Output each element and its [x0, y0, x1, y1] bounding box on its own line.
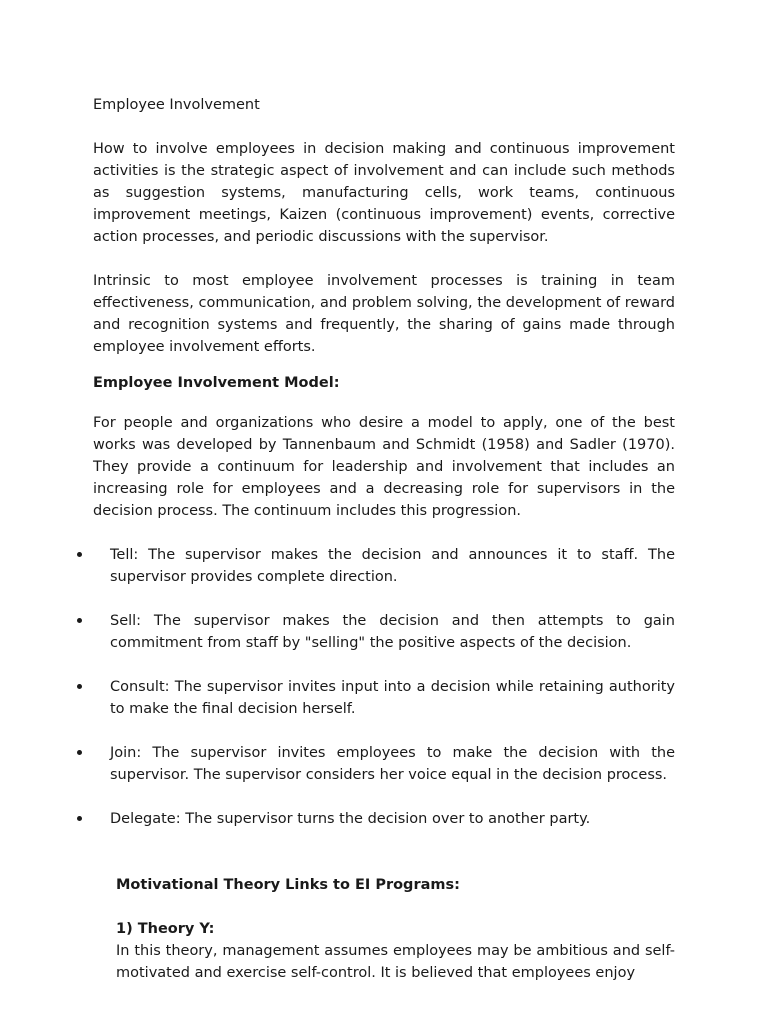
list-item-text: Sell: The supervisor makes the decision and then attempts to gain commitment from staff by "selling" the positive aspects of the decision.: [110, 613, 675, 651]
document-title: Employee Involvement: [93, 97, 260, 113]
bullet-icon: [77, 750, 82, 755]
motivational-section: [116, 874, 675, 984]
list-item-text: Delegate: The supervisor turns the decision over to another party.: [110, 811, 591, 827]
bullet-icon: [77, 618, 82, 623]
model-paragraph: For people and organizations who desire a model to apply, one of the best works was developed by Tannenbaum and Schmidt (1958) and Sadler (1970). They provide a continuum for leadership and involvement that includes an increasing role for employees and a decreasing role for supervisors in the decision process. The continuum includes this progression.: [93, 415, 675, 519]
list-item-consult: [84, 676, 675, 720]
continuum-list: [84, 544, 675, 830]
bullet-icon: [77, 684, 82, 689]
list-item-text: Join: The supervisor invites employees to make the decision with the supervisor. The supervisor considers her voice equal in the decision process.: [110, 745, 675, 783]
model-heading: Employee Involvement Model:: [93, 375, 340, 391]
bullet-icon: [77, 816, 82, 821]
list-item-tell: [84, 544, 675, 588]
intrinsic-paragraph: Intrinsic to most employee involvement processes is training in team effectiveness, communication, and problem solving, the development of reward and recognition systems and frequently, the sharing of gains made through employee involvement efforts.: [93, 273, 675, 355]
list-item-sell: [84, 610, 675, 654]
bullet-icon: [77, 552, 82, 557]
list-item-join: [84, 742, 675, 786]
list-item-text: Tell: The supervisor makes the decision and announces it to staff. The supervisor provides complete direction.: [110, 547, 675, 585]
theory-y-paragraph: In this theory, management assumes employees may be ambitious and self-motivated and exercise self-control. It is believed that employees enjoy: [116, 943, 675, 981]
list-item-text: Consult: The supervisor invites input into a decision while retaining authority to make the final decision herself.: [110, 679, 675, 717]
list-item-delegate: [84, 808, 675, 830]
motivational-heading: Motivational Theory Links to EI Programs:: [116, 877, 460, 893]
intro-paragraph: How to involve employees in decision making and continuous improvement activities is the strategic aspect of involvement and can include such methods as suggestion systems, manufacturing cells, work teams, continuous improvement meetings, Kaizen (continuous improvement) events, corrective action processes, and periodic discussions with the supervisor.: [93, 141, 675, 245]
document-body: [93, 94, 675, 830]
theory-y-heading: 1) Theory Y:: [116, 921, 215, 937]
